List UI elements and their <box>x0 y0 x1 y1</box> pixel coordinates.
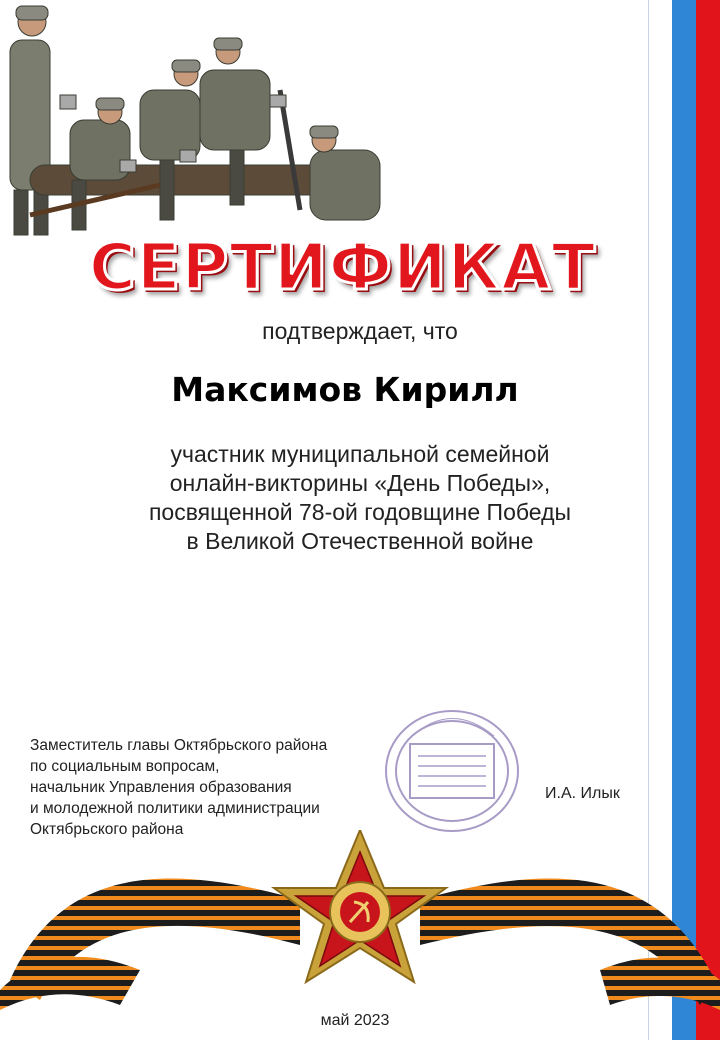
soldiers-illustration-icon <box>0 0 400 250</box>
signer-line: по социальным вопросам, <box>30 758 220 775</box>
description-line: онлайн-викторины «День Победы», <box>169 470 551 496</box>
description-line: в Великой Отечественной войне <box>186 528 534 554</box>
signer-line: Октябрьского района <box>30 821 184 838</box>
certificate-date: май 2023 <box>320 1012 390 1029</box>
signer-name: И.А. Илык <box>545 785 620 802</box>
certificate-title: СЕРТИФИКАТ <box>88 231 597 305</box>
title-block <box>70 232 615 304</box>
description <box>120 440 600 556</box>
signer-line: Заместитель главы Октябрьского района <box>30 737 328 754</box>
official-stamp-icon <box>382 706 522 836</box>
description-line: участник муниципальной семейной <box>170 441 550 467</box>
signer-line: начальник Управления образования <box>30 779 292 796</box>
order-of-patriotic-war-medal-icon <box>274 830 446 982</box>
signer-position <box>30 735 360 840</box>
st-george-ribbon-icon <box>0 830 720 1010</box>
recipient-name: Максимов Кирилл <box>171 370 519 409</box>
description-line: посвященной 78-ой годовщине Победы <box>148 499 572 525</box>
signer-line: и молодежной политики администрации <box>30 800 320 817</box>
confirms-text: подтверждает, что <box>262 318 458 344</box>
